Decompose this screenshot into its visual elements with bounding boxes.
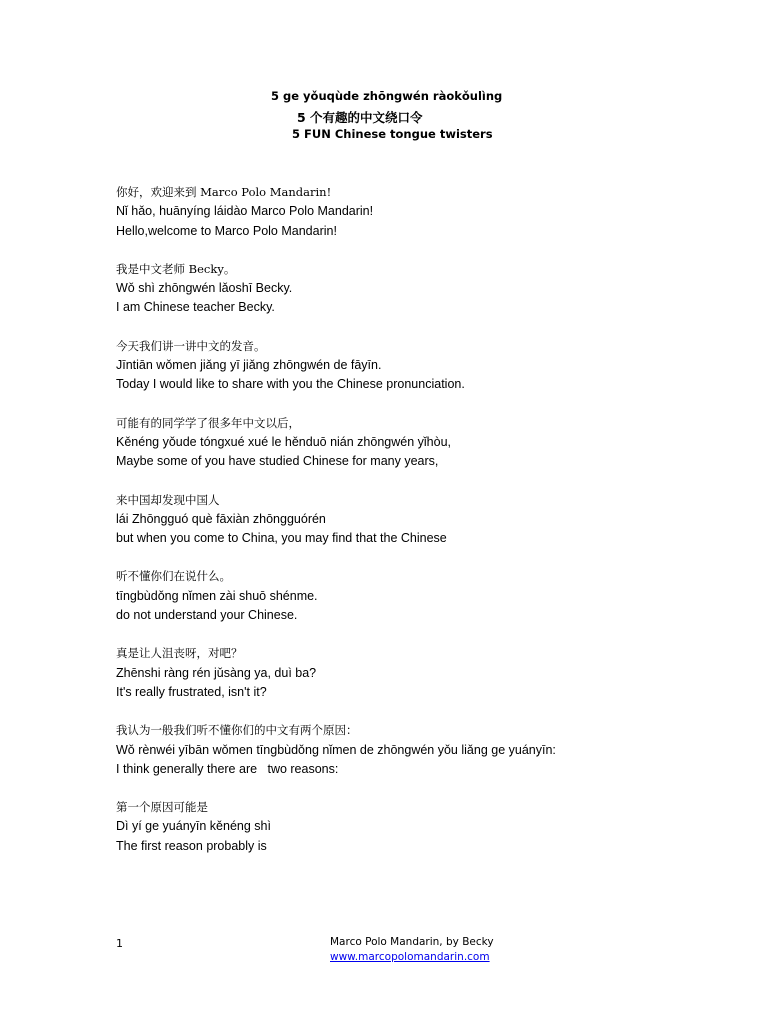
website-link[interactable]: www.marcopolomandarin.com: [330, 951, 490, 963]
pinyin-line: Wǒ shì zhōngwén lǎoshī Becky.: [116, 281, 293, 296]
pinyin-line: Zhēnshi ràng rén jǔsàng ya, duì ba?: [116, 665, 317, 680]
english-line: Hello,welcome to Marco Polo Mandarin!: [116, 223, 337, 238]
pinyin-line: tīngbùdǒng nǐmen zài shuō shénme.: [116, 588, 318, 603]
paragraph-group: [116, 414, 736, 472]
footer-title: Marco Polo Mandarin, by Becky: [330, 936, 494, 948]
english-line: I think generally there are two reasons:: [116, 761, 339, 776]
pinyin-line: lái Zhōngguó què fāxiàn zhōngguórén: [116, 511, 326, 526]
chinese-line: 真是让人沮丧呀，对吧？: [116, 646, 243, 661]
header-pinyin-title: 5 ge yǒuqùde zhōngwén ràokǒulìng: [271, 89, 503, 103]
english-line: Today I would like to share with you the Chinese pronunciation.: [116, 377, 465, 392]
pinyin-line: Dì yí ge yuányīn kěnéng shì: [116, 819, 271, 834]
paragraph-group: [116, 183, 736, 241]
page-footer: [330, 935, 494, 965]
english-line: but when you come to China, you may find that the Chinese: [116, 531, 447, 546]
english-line: do not understand your Chinese.: [116, 608, 298, 623]
header-english-title: 5 FUN Chinese tongue twisters: [292, 127, 493, 141]
english-line: The first reason probably is: [116, 838, 267, 853]
paragraph-group: [116, 721, 736, 779]
paragraph-group: [116, 798, 736, 856]
chinese-line: 我是中文老师 Becky。: [116, 261, 236, 276]
chinese-line: 我认为一般我们听不懂你们的中文有两个原因：: [116, 723, 358, 738]
chinese-line: 你好，欢迎来到 Marco Polo Mandarin!: [116, 185, 332, 199]
chinese-line: 今天我们讲一讲中文的发音。: [116, 338, 266, 353]
english-line: It's really frustrated, isn't it?: [116, 684, 267, 699]
pinyin-line: Wǒ rènwéi yībān wǒmen tīngbùdǒng nǐmen de zhōngwén yǒu liǎng ge yuányīn:: [116, 742, 556, 757]
chinese-line: 可能有的同学学了很多年中文以后，: [116, 415, 300, 430]
paragraph-group: [116, 491, 736, 549]
pinyin-line: Jīntiān wǒmen jiǎng yī jiǎng zhōngwén de fāyīn.: [116, 358, 382, 373]
page-number: 1: [116, 937, 123, 950]
paragraph-group: [116, 567, 736, 625]
paragraph-group: [116, 644, 736, 702]
paragraph-group: [116, 260, 736, 318]
chinese-line: 来中国却发现中国人: [116, 492, 220, 507]
pinyin-line: Nǐ hǎo, huānyíng láidào Marco Polo Mandarin!: [116, 204, 374, 219]
english-line: Maybe some of you have studied Chinese for many years,: [116, 454, 439, 469]
pinyin-line: Kěnéng yǒude tóngxué xué le hěnduō nián zhōngwén yǐhòu,: [116, 434, 451, 449]
paragraph-group: [116, 337, 736, 395]
document-body: [116, 183, 736, 875]
chinese-line: 听不懂你们在说什么。: [116, 569, 231, 584]
chinese-line: 第一个原因可能是: [116, 800, 208, 815]
header-chinese-title: 5 个有趣的中文绕口令: [297, 110, 423, 125]
english-line: I am Chinese teacher Becky.: [116, 300, 275, 315]
